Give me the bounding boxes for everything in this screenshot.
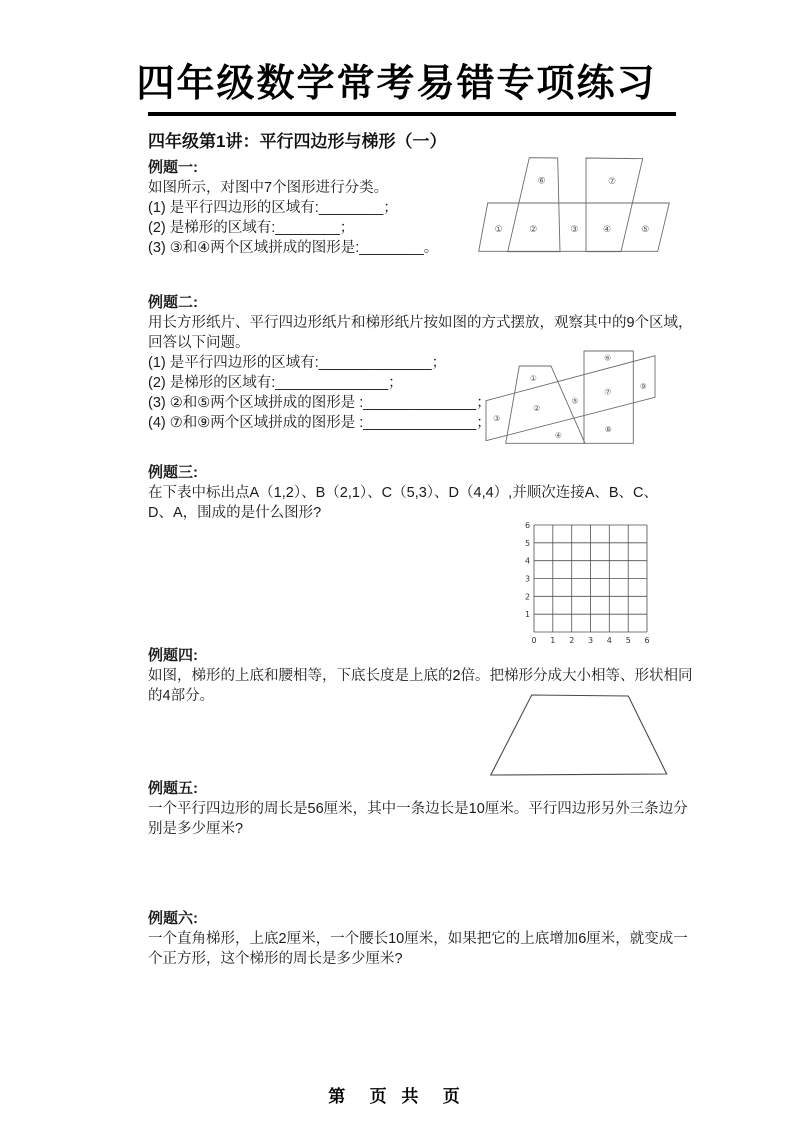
y-tick-6: 6 [525,521,531,530]
problem-4-label: 例题四: [148,647,198,664]
lesson-subtitle: 四年级第1讲：平行四边形与梯形（一） [148,132,447,151]
problem-6 [148,909,688,969]
problem-4-line: 如图，梯形的上底和腰相等，下底长度是上底的2倍。把梯形分成大小相等、形状相同 [148,668,693,684]
problem-5 [148,779,688,839]
region-label-1: ① [494,225,503,235]
problem-6-line: 一个直角梯形，上底2厘米，一个腰长10厘米，如果把它的上底增加6厘米，就变成一 [148,931,688,947]
figure-problem-4-trapezoid [470,690,700,785]
region-label-5: ⑤ [641,225,650,235]
problem-3 [148,463,688,523]
problem-3-label: 例题三: [148,464,198,481]
region-label-2: ② [529,225,538,235]
problem-3-line: 在下表中标出点A（1,2）、B（2,1）、C（5,3）、D（4,4）,并顺次连接A、B、C、 [148,485,659,501]
page-title: 四年级数学常考易错专项练习 [136,63,657,105]
figure-problem-3-grid [518,517,654,645]
region-label-7: ⑦ [607,177,617,187]
region-label-4: ④ [554,431,562,440]
problem-6-line: 个正方形，这个梯形的周长是多少厘米? [148,951,403,967]
region-label-7: ⑦ [604,387,612,397]
region-label-4: ④ [602,225,612,235]
y-tick-3: 3 [525,574,531,584]
y-tick-1: 1 [525,610,531,620]
problem-5-line: 一个平行四边形的周长是56厘米，其中一条边长是10厘米。平行四边形另外三条边分 [148,801,688,817]
title-divider [148,112,676,116]
region-label-6: ⑥ [537,176,546,187]
y-tick-4: 4 [525,556,531,566]
region-label-3: ③ [493,414,501,423]
problem-4-line: 的4部分。 [148,688,215,704]
region-label-3: ③ [570,225,579,235]
y-tick-2: 2 [525,592,531,602]
region-6-shape [508,158,560,252]
x-tick-5: 5 [625,636,631,645]
region-7-shape [586,158,643,252]
problem-3-line: D、A，围成的是什么图形? [148,505,322,521]
x-tick-6: 6 [644,636,650,645]
problem-5-label: 例题五: [148,780,198,797]
x-tick-3: 3 [588,636,594,645]
problem-2-line: 用长方形纸片、平行四边形纸片和梯形纸片按如图的方式摆放，观察其中的9个区域， [148,315,693,331]
problem-2-line: (1) 是平行四边形的区域有:______________； [148,355,447,371]
x-tick-2: 2 [569,636,575,645]
problem-1-line: (1) 是平行四边形的区域有:________； [148,200,398,216]
x-tick-0: 0 [531,636,537,645]
figure-problem-2 [475,340,660,455]
region-label-9: ⑨ [639,382,647,391]
x-tick-4: 4 [606,636,612,645]
problem-2-label: 例题二: [148,294,198,311]
problem-1-label: 例题一: [148,159,198,176]
region-label-2: ② [533,404,541,413]
problem-2-line: (2) 是梯形的区域有:______________； [148,375,403,391]
y-tick-5: 5 [525,538,531,548]
x-tick-1: 1 [550,636,556,645]
problem-1-line: (3) ③和④两个区域拼成的图形是:________。 [148,240,439,256]
problem-6-label: 例题六: [148,910,198,927]
problem-2-line: (4) ⑦和⑨两个区域拼成的图形是 :______________； [148,415,491,431]
region-label-5: ⑤ [571,396,579,406]
trapezoid-outline [491,695,667,775]
problem-5-line: 别是多少厘米? [148,821,244,837]
problem-1-line: (2) 是梯形的区域有:________； [148,220,355,236]
figure-problem-1 [476,148,676,256]
region-label-1: ① [529,374,537,383]
problem-2-line: (3) ②和⑤两个区域拼成的图形是 :______________； [148,395,491,411]
page-footer: 第 页 共 页 [328,1087,465,1106]
problem-2-line: 回答以下问题。 [148,335,250,351]
problem-1-line: 如图所示，对图中7个图形进行分类。 [148,180,389,196]
region-label-6: ⑥ [604,353,612,363]
region-label-8: ⑧ [604,425,612,434]
